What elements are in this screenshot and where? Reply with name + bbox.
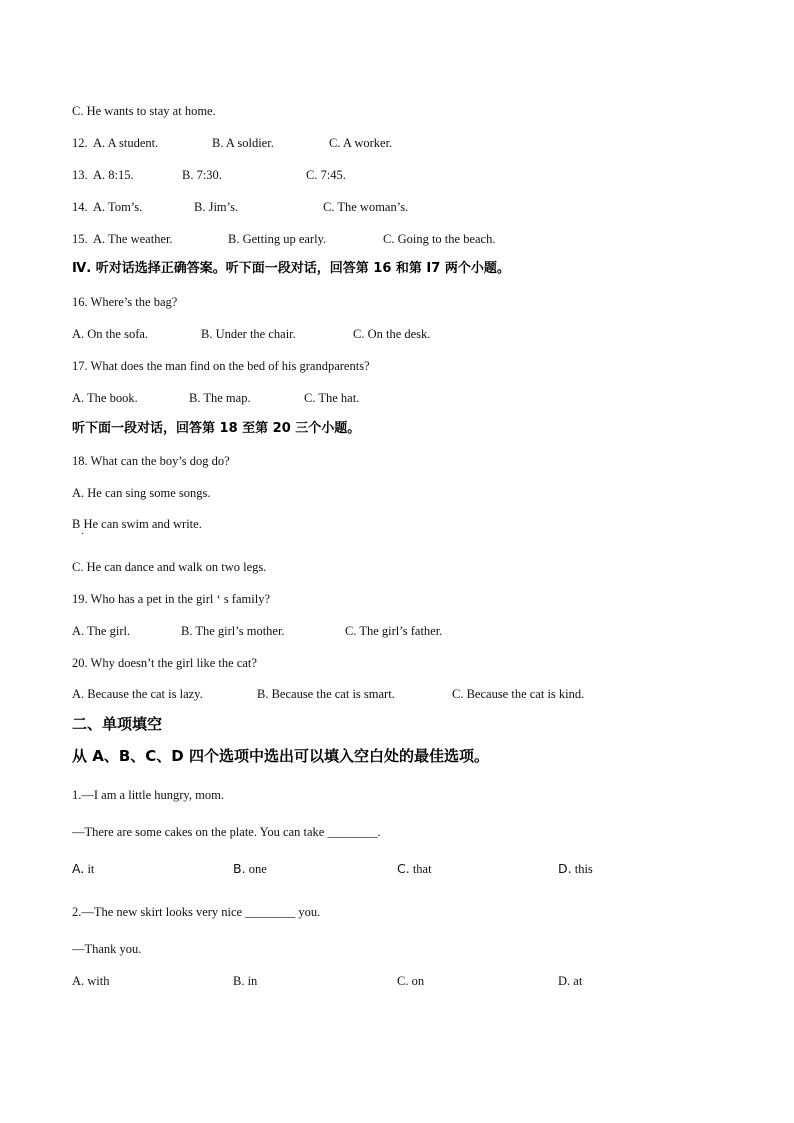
q15-option-a: A. The weather.	[93, 232, 173, 246]
stray-dot: ·	[81, 529, 85, 540]
q18-question: 18. What can the boy’s dog do?	[72, 454, 230, 468]
q14-row	[72, 199, 409, 215]
q16-option-b: B. Under the chair.	[201, 327, 296, 341]
mc1-line-1: 1.—I am a little hungry, mom.	[72, 788, 224, 802]
q12-option-c: C. A worker.	[329, 136, 393, 150]
q13-option-a: A. 8:15.	[93, 168, 134, 182]
q17-option-a: A. The book.	[72, 391, 138, 405]
q17-option-c: C. The hat.	[304, 391, 360, 405]
q19-option-b: B. The girl’s mother.	[181, 624, 285, 638]
section-4-heading: Ⅳ. 听对话选择正确答案。听下面一段对话，回答第 16 和第 I7 两个小题。	[72, 261, 510, 276]
mc1-option-d: D. this	[558, 861, 593, 876]
q13-option-c: C. 7:45.	[306, 168, 346, 182]
q18-option-c: C. He can dance and walk on two legs.	[72, 560, 267, 574]
mc2-option-a: A. with	[72, 974, 110, 988]
q19-question: 19. Who has a pet in the girl ‘ s family?	[72, 592, 270, 606]
q14-option-c: C. The woman’s.	[323, 200, 409, 214]
q20-option-a: A. Because the cat is lazy.	[72, 687, 203, 701]
mc1-options	[72, 861, 593, 877]
mc1-option-c: C. that	[397, 861, 432, 876]
mc2-option-c: C. on	[397, 974, 425, 988]
q16-option-c: C. On the desk.	[353, 327, 431, 341]
mc2-line-2: —Thank you.	[72, 942, 142, 956]
q12-number: 12.	[72, 136, 88, 150]
q18-option-a: A. He can sing some songs.	[72, 486, 211, 500]
mc2-option-d: D. at	[558, 974, 583, 988]
q12-option-b: B. A soldier.	[212, 136, 274, 150]
q20-option-b: B. Because the cat is smart.	[257, 687, 395, 701]
q14-option-a: A. Tom’s.	[93, 200, 143, 214]
mc2-line-1: 2.—The new skirt looks very nice ________ you.	[72, 905, 321, 919]
q20-option-c: C. Because the cat is kind.	[452, 687, 585, 701]
q17-options	[72, 390, 360, 406]
mc1-line-2: —There are some cakes on the plate. You can take ________.	[72, 825, 381, 839]
q15-row	[72, 231, 496, 247]
q19-option-c: C. The girl’s father.	[345, 624, 443, 638]
q17-question: 17. What does the man find on the bed of his grandparents?	[72, 359, 370, 373]
q18-option-b: B He can swim and write.	[72, 517, 202, 531]
q11-option-c: C. He wants to stay at home.	[72, 104, 216, 118]
section-5-heading: 听下面一段对话，回答第 18 至第 20 三个小题。	[72, 421, 361, 436]
q14-number: 14.	[72, 200, 88, 214]
q14-option-b: B. Jim’s.	[194, 200, 239, 214]
q13-row	[72, 167, 346, 183]
q16-option-a: A. On the sofa.	[72, 327, 149, 341]
q15-number: 15.	[72, 232, 88, 246]
mc2-options	[72, 973, 583, 989]
mc2-option-b: B. in	[233, 974, 258, 988]
q19-option-a: A. The girl.	[72, 624, 131, 638]
q20-question: 20. Why doesn’t the girl like the cat?	[72, 656, 257, 670]
mc1-option-b: B. one	[233, 861, 267, 876]
part-2-instructions: 从 A、B、C、D 四个选项中选出可以填入空白处的最佳选项。	[72, 747, 489, 765]
q12-row	[72, 135, 393, 151]
q20-options	[72, 686, 585, 702]
q16-options	[72, 326, 431, 342]
q12-option-a: A. A student.	[93, 136, 159, 150]
q13-option-b: B. 7:30.	[182, 168, 222, 182]
q15-option-b: B. Getting up early.	[228, 232, 327, 246]
q19-options	[72, 623, 443, 639]
q17-option-b: B. The map.	[189, 391, 251, 405]
q13-number: 13.	[72, 168, 88, 182]
mc1-option-a: A. it	[72, 861, 95, 876]
part-2-heading: 二、单项填空	[72, 715, 163, 733]
q15-option-c: C. Going to the beach.	[383, 232, 496, 246]
q16-question: 16. Where’s the bag?	[72, 295, 178, 309]
